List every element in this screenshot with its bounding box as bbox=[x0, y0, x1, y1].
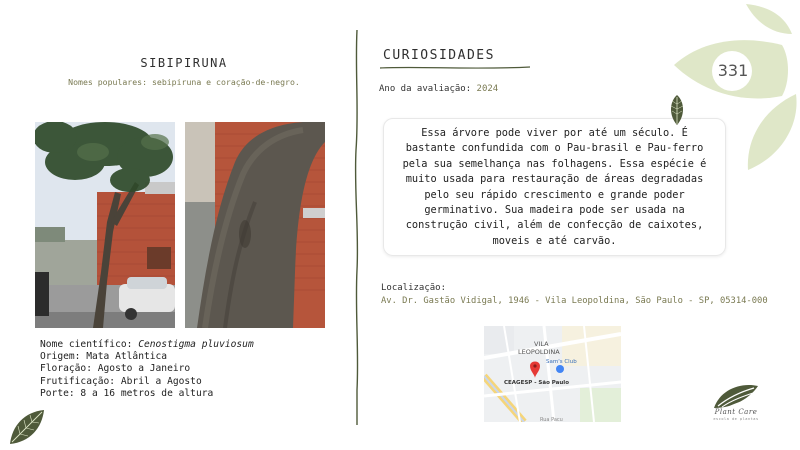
decorative-leaves-icon bbox=[672, 0, 800, 175]
location-map[interactable] bbox=[484, 326, 621, 422]
fruiting: Frutificação: Abril a Agosto bbox=[40, 375, 202, 387]
map-poi-main: CEAGESP - São Paulo bbox=[504, 380, 569, 386]
location-address[interactable]: Av. Dr. Gastão Vidigal, 1946 - Vila Leopoldina, São Paulo - SP, 05314-000 bbox=[381, 296, 768, 306]
map-district-line2: LEOPOLDINA bbox=[518, 348, 560, 356]
leaf-icon bbox=[8, 408, 46, 446]
location-label: Localização: bbox=[381, 283, 447, 293]
map-district-line1: VILA bbox=[534, 340, 549, 348]
tree-trunk-photo bbox=[185, 122, 325, 328]
flowering: Floração: Agosto a Janeiro bbox=[40, 363, 191, 375]
tree-facts bbox=[40, 339, 254, 400]
brand-name: Plant Care bbox=[714, 408, 758, 416]
tree-number-badge: 331 bbox=[717, 61, 749, 80]
evaluation-year: Ano da avaliação: 2024 bbox=[379, 84, 499, 94]
origin: Origem: Mata Atlântica bbox=[40, 351, 168, 363]
popular-names: Nomes populares: sebipiruna e coração-de-negro. bbox=[68, 77, 300, 87]
tree-name: SIBIPIRUNA bbox=[140, 56, 228, 70]
column-divider bbox=[352, 30, 362, 425]
brand-tagline: escola de plantas bbox=[713, 417, 759, 421]
map-poi-club: Sam's Club bbox=[546, 359, 577, 365]
evaluation-year-value: 2024 bbox=[476, 84, 499, 94]
title-underline bbox=[380, 64, 530, 72]
scientific-name-value: Cenostigma pluviosum bbox=[138, 339, 254, 350]
scientific-name: Nome científico: Cenostigma pluviosum bbox=[40, 339, 254, 350]
curiosities-title: CURIOSIDADES bbox=[383, 48, 495, 63]
tree-photo-full bbox=[35, 122, 175, 328]
curiosities-text: Essa árvore pode viver por até um século. É bastante confundida com o Pau-brasil e Pau-ferro pela sua semelhança nas folhagens. Essa espécie é muito usada para restauração de áreas degradadas pelo seu rápido crescimento e grande poder germinativo. Sua madeira pode ser usada na construção civil, além de confecção de caixotes, moveis e até carvão. bbox=[383, 118, 726, 256]
shop-pin-icon[interactable] bbox=[556, 365, 564, 373]
leaf-icon bbox=[668, 94, 686, 126]
tree-size: Porte: 8 a 16 metros de altura bbox=[40, 387, 214, 399]
map-edge-label: Rua Pacu bbox=[540, 417, 563, 422]
